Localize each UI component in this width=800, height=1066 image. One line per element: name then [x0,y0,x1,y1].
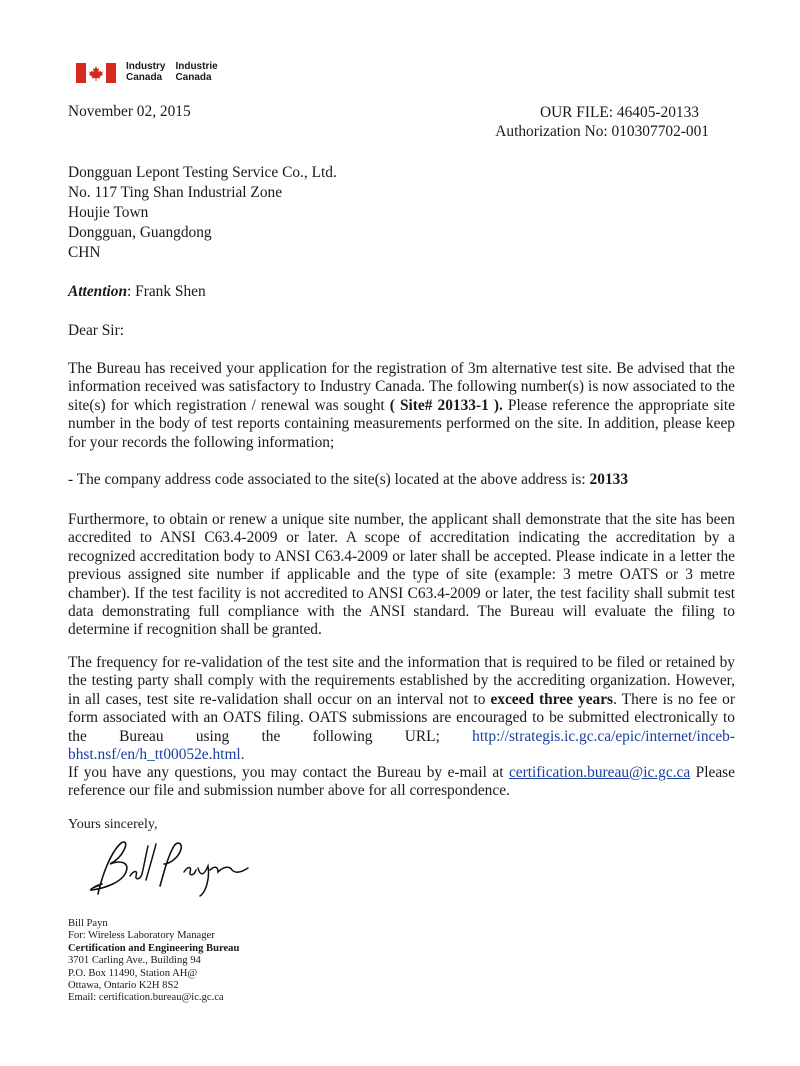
address-line: Dongguan Lepont Testing Service Co., Ltd. [68,164,337,181]
logo-industrie-text: Industrie [175,61,218,72]
attention-label: Attention [68,283,128,300]
signature-block [68,918,239,1005]
body-paragraph-4 [68,654,735,764]
closing-text: Yours sincerely, [68,817,158,832]
canada-flag-icon [76,63,116,83]
address-line: Dongguan, Guangdong [68,224,212,241]
p4-text-b: . There is no fee or form associated with an OATS filing. OATS submissions are encouraged to be submitted electronically to the Bureau using the following URL; [68,690,736,745]
handwritten-signature [80,836,255,901]
signer-name: Bill Payn [68,918,108,929]
logo-canada-fr-text: Canada [175,71,212,83]
site-number: ( Site# 20133-1 ). [389,396,503,414]
body-paragraph-1 [68,360,735,452]
salutation: Dear Sir: [68,322,124,339]
attention-line [68,283,206,301]
body-paragraph-5 [68,764,735,801]
po-box: P.O. Box 11490, Station AH@ [68,967,198,979]
p2-text: - The company address code associated to the site(s) located at the above address is: [68,471,590,488]
our-file-number: OUR FILE: 46405-20133 [539,104,699,121]
p5-text-a: If you have any questions, you may contact the Bureau by e-mail at [68,764,509,781]
p5-text-b: Please reference our file and submission number above for all correspondence. [68,764,735,800]
signer-email: Email: certification.bureau@ic.gc.ca [68,992,224,1004]
authorization-number: Authorization No: 010307702-001 [495,123,709,140]
address-line: CHN [68,244,101,261]
p1-text-b: Please reference the appropriate site number in the body of test reports containing measurements performed on the site. In addition, please keep for your records the following information; [68,396,735,451]
oats-url-link[interactable]: http://strategis.ic.gc.ca/epic/internet/inceb-bhst.nsf/en/h_tt00052e.html. [68,727,735,764]
attention-name: : Frank Shen [127,283,206,300]
industry-canada-logo [76,62,228,83]
city-postal: Ottawa, Ontario K2H 8S2 [68,980,179,992]
revalidation-interval: exceed three years [490,690,614,708]
p1-text-a: The Bureau has received your application for the registration of 3m alternative test site. Be advised that the information received was satisfactory to Industry Canada. The following number(s) is now associated to the site(s) for which registration / renewal was sought [68,360,735,414]
address-line: Houjie Town [68,204,149,221]
body-paragraph-2 [68,471,735,489]
signer-organization: Certification and Engineering Bureau [68,942,240,954]
logo-industry-text: Industry [126,61,166,72]
body-paragraph-3: Furthermore, to obtain or renew a unique site number, the applicant shall demonstrate that the site has been accredited to ANSI C63.4-2009 or later. A scope of accreditation indicating the accreditation by a recognized accreditation body to ANSI C63.4-2009 or later shall be accepted. Please indicate in a letter the previous assigned site number if applicable and the type of site (example: 3 metre OATS or 3 metre chamber). If the test facility is not accredited to ANSI C63.4-2009 or later, the test facility shall submit test data demonstrating full compliance with the ANSI standard. The Bureau will evaluate the filing to determine if recognition shall be granted. [68,511,735,639]
bureau-email-link[interactable]: certification.bureau@ic.gc.ca [508,764,691,781]
signer-title: For: Wireless Laboratory Manager [68,930,215,942]
recipient-address [68,163,337,263]
company-address-code: 20133 [589,471,629,488]
address-line: No. 117 Ting Shan Industrial Zone [68,184,283,201]
letter-date: November 02, 2015 [68,103,191,120]
street-address: 3701 Carling Ave., Building 94 [68,955,201,967]
logo-canada-text: Canada [126,71,163,83]
p4-text-a: The frequency for re-validation of the test site and the information that is required to be filed or retained by the testing party shall comply with the requirements established by the accrediting organization. However, in all cases, test site re-validation shall occur on an interval not to [68,654,735,708]
